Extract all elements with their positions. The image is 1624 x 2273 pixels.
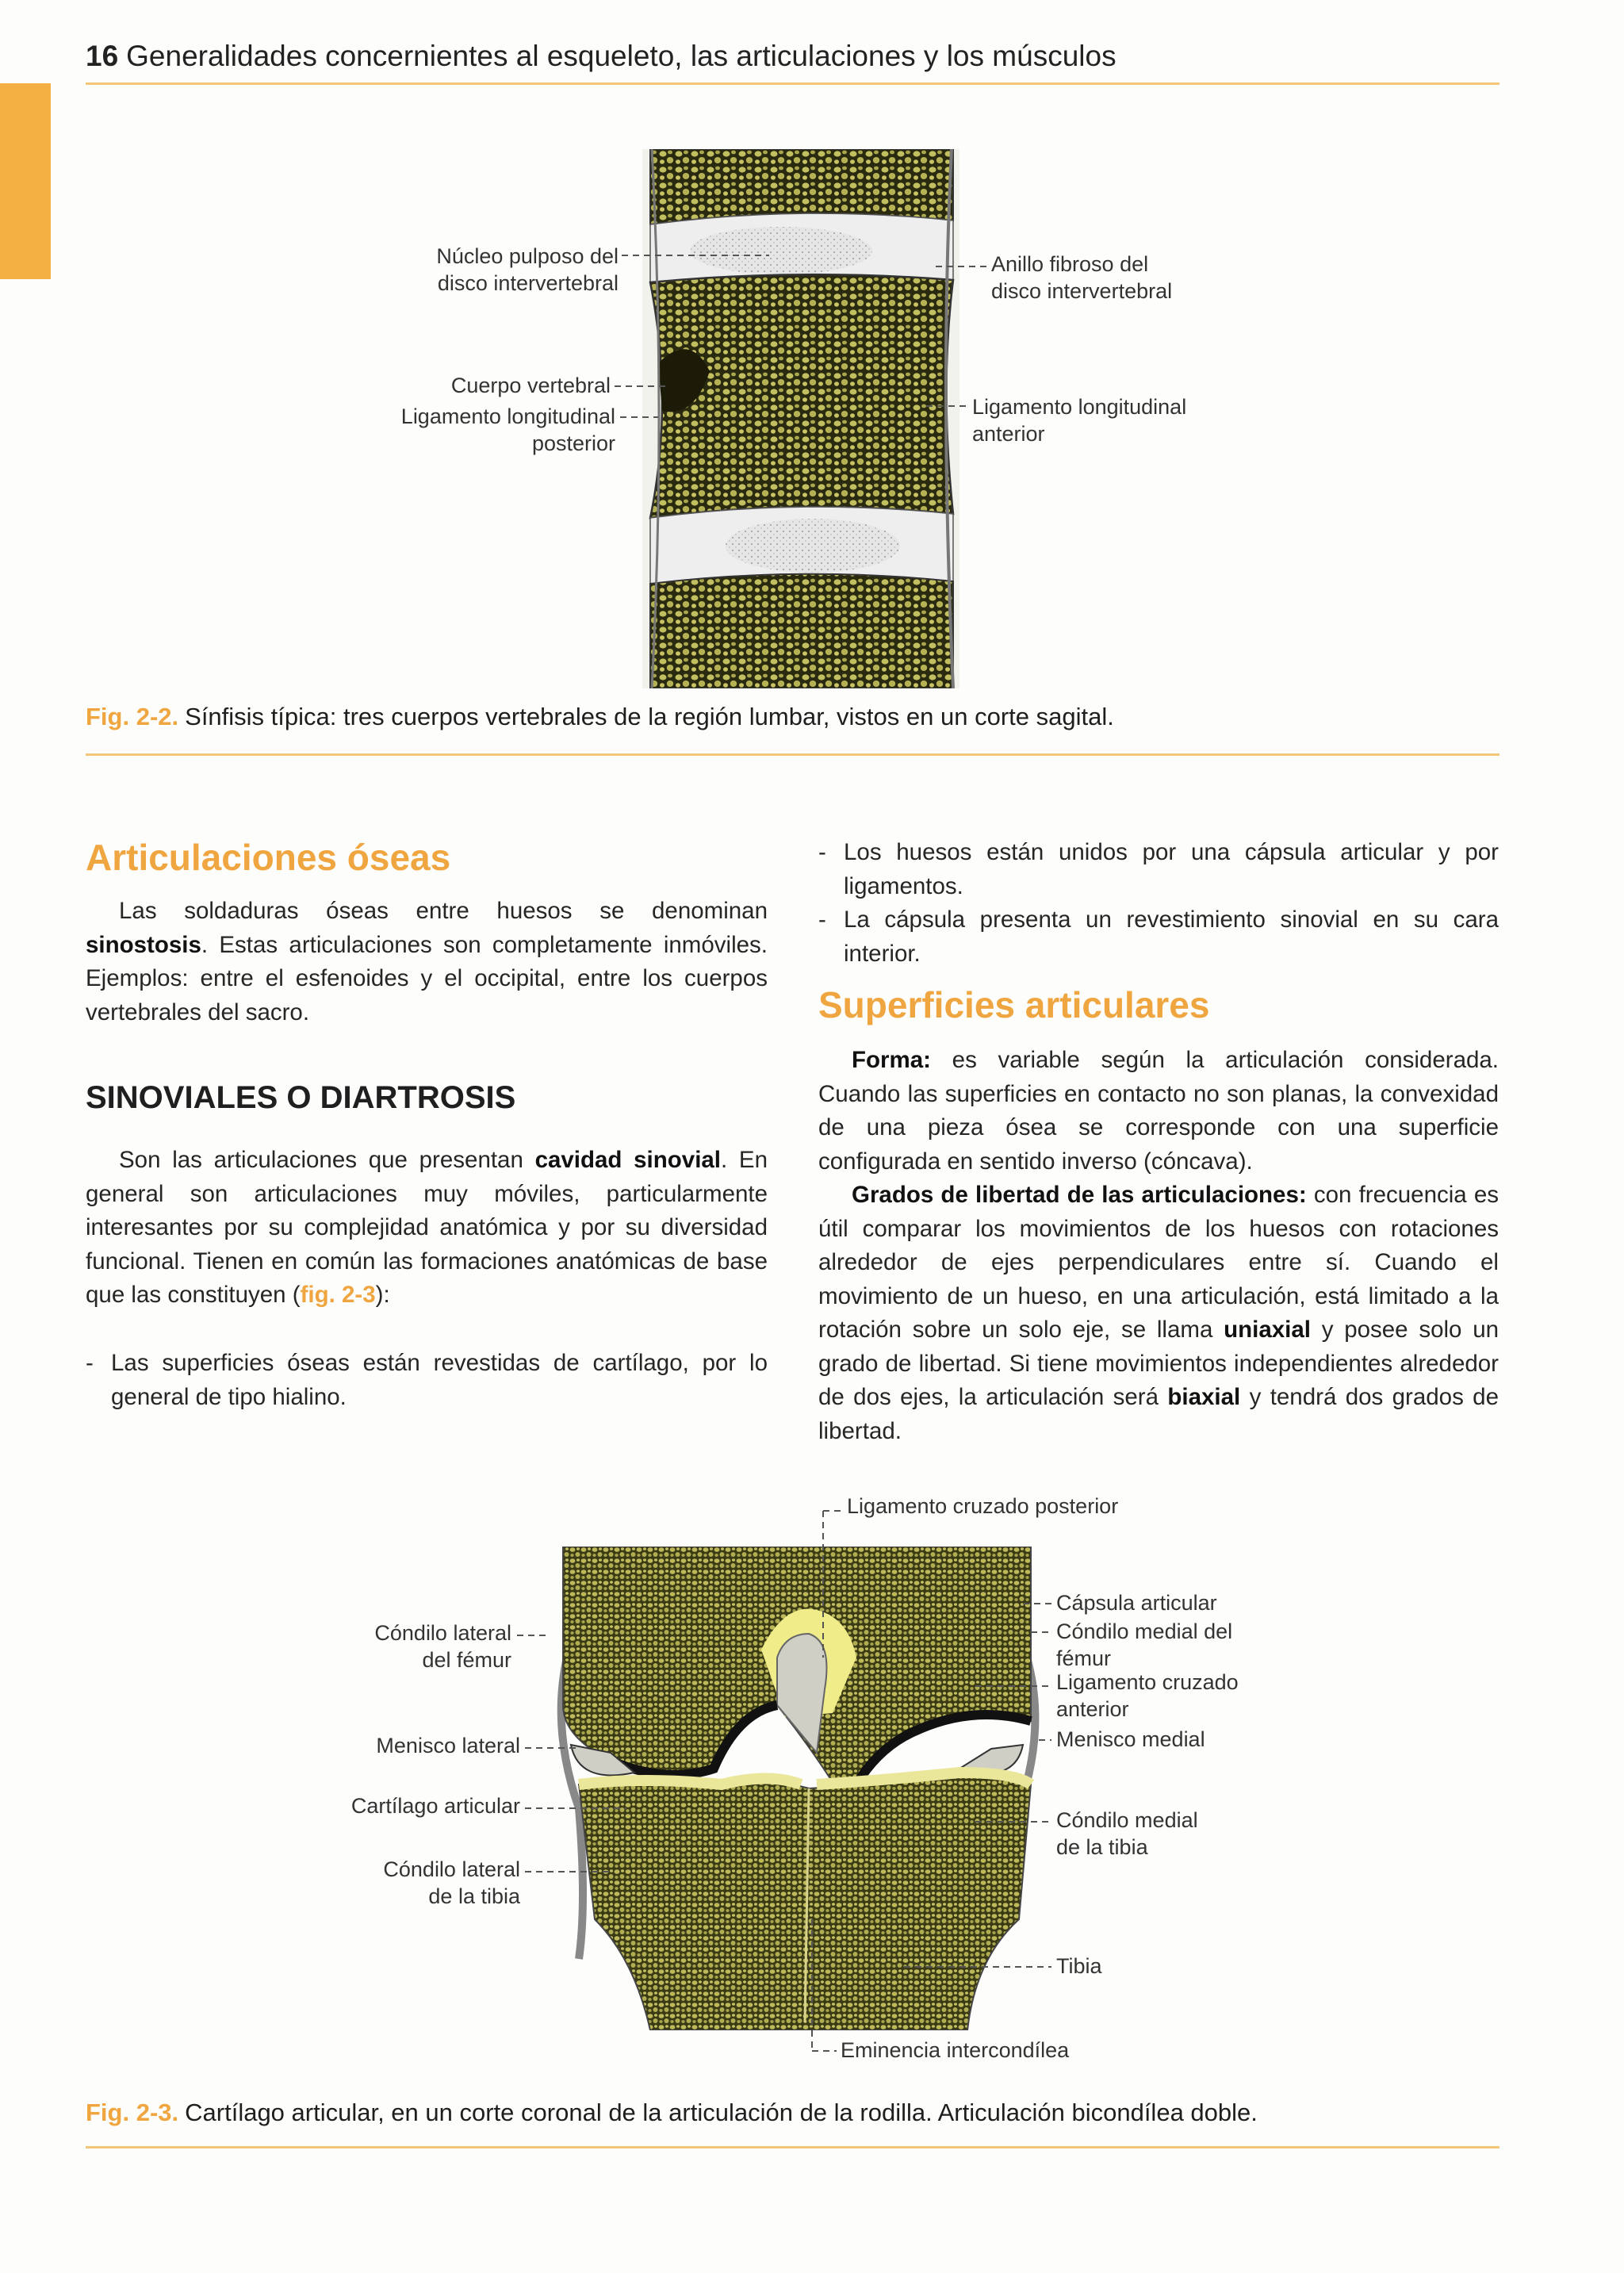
figure-2-3-ref: Fig. 2-3. bbox=[86, 2099, 179, 2126]
figure-2-2-caption bbox=[86, 703, 1114, 731]
label-condilo-lateral-femur: Cóndilo lateral del fémur bbox=[374, 1621, 511, 1672]
chapter-title: Generalidades concernientes al esqueleto, las articulaciones y los músculos bbox=[126, 40, 1116, 72]
figure-2-3-caption bbox=[86, 2099, 1258, 2127]
figure-2-3-leader-lines bbox=[0, 1475, 1624, 2078]
caption-rule-1 bbox=[86, 753, 1500, 756]
label-cuerpo-vertebral: Cuerpo vertebral bbox=[450, 374, 611, 397]
paragraph-sinostosis: Las soldaduras óseas entre huesos se denominan sinostosis. Estas articulaciones son completamente inmóviles. Ejemplos: entre el esfenoides y el occipital, entre los cuerpos vertebrales del sacro. bbox=[86, 898, 768, 1025]
heading-sinoviales: SINOVIALES O DIARTROSIS bbox=[86, 1080, 516, 1115]
label-condilo-lateral-tibia: Cóndilo lateral de la tibia bbox=[383, 1857, 520, 1908]
heading-superficies-articulares: Superficies articulares bbox=[818, 984, 1210, 1025]
bullet-superficies: - Las superficies óseas están revestidas de cartílago, por lo general de tipo hialino. bbox=[86, 1350, 768, 1410]
heading-articulaciones-oseas: Articulaciones óseas bbox=[86, 837, 451, 878]
label-menisco-lateral: Menisco lateral bbox=[376, 1734, 520, 1757]
label-capsula-articular: Cápsula articular bbox=[1056, 1591, 1217, 1615]
label-anillo-fibroso: Anillo fibroso del disco intervertebral bbox=[991, 252, 1173, 303]
label-condilo-medial-femur: Cóndilo medial del fémur bbox=[1056, 1619, 1233, 1670]
figure-2-2-caption-text: Sínfisis típica: tres cuerpos vertebrales de la región lumbar, vistos en un corte sagital. bbox=[185, 703, 1114, 730]
page-number: 16 bbox=[86, 40, 119, 72]
figure-2-3-caption-text: Cartílago articular, en un corte coronal de la articulación de la rodilla. Articulación bicondílea doble. bbox=[185, 2099, 1258, 2126]
label-ligamento-cruzado-posterior: Ligamento cruzado posterior bbox=[847, 1494, 1119, 1518]
bullet-revestimiento: - La cápsula presenta un revestimiento sinovial en su cara interior. bbox=[818, 907, 1499, 967]
label-condilo-medial-tibia: Cóndilo medial de la tibia bbox=[1056, 1808, 1198, 1859]
label-ligamento-cruzado-anterior: Ligamento cruzado anterior bbox=[1056, 1670, 1239, 1721]
paragraph-forma: Forma: es variable según la articulación considerada. Cuando las superficies en contacto no son planas, la convexidad de una pieza ósea se corresponde con una superficie configurada en sentido inverso (cóncava). bbox=[818, 1047, 1499, 1175]
figure-2-2-ref: Fig. 2-2. bbox=[86, 703, 179, 730]
label-nucleo-pulposo: Núcleo pulposo del disco intervertebral bbox=[436, 244, 619, 295]
label-ligamento-posterior: Ligamento longitudinal posterior bbox=[400, 404, 615, 455]
fig-2-3-link[interactable]: fig. 2-3 bbox=[300, 1282, 376, 1308]
figure-2-2-leader-lines bbox=[0, 0, 1624, 714]
label-eminencia-intercondilea: Eminencia intercondílea bbox=[841, 2038, 1070, 2062]
label-tibia: Tibia bbox=[1056, 1954, 1102, 1978]
label-cartilago-articular: Cartílago articular bbox=[350, 1794, 520, 1818]
label-menisco-medial: Menisco medial bbox=[1056, 1727, 1205, 1751]
caption-rule-2 bbox=[86, 2146, 1500, 2148]
label-ligamento-anterior: Ligamento longitudinal anterior bbox=[972, 395, 1187, 446]
paragraph-grados-libertad: Grados de libertad de las articulaciones: con frecuencia es útil comparar los movimientos de los huesos con rotaciones alrededor de ejes perpendiculares entre sí. Cuando el movimiento de un hueso, en una articulación, está limitado a la rotación sobre un solo eje, se llama uniaxial y posee solo un grado de libertad. Si tiene movimientos independientes alrededor de dos ejes, la articulación será biaxial y tendrá dos grados de libertad. bbox=[818, 1182, 1500, 1444]
bullet-capsula: - Los huesos están unidos por una cápsula articular y por ligamentos. bbox=[818, 839, 1499, 899]
paragraph-sinoviales: Son las articulaciones que presentan cavidad sinovial. En general son articulaciones muy móviles, particularmente interesantes por su complejidad anatómica y por su diversidad funcional. Tienen en común las formaciones anatómicas de base que las constituyen (fig. 2-3): bbox=[86, 1147, 768, 1308]
